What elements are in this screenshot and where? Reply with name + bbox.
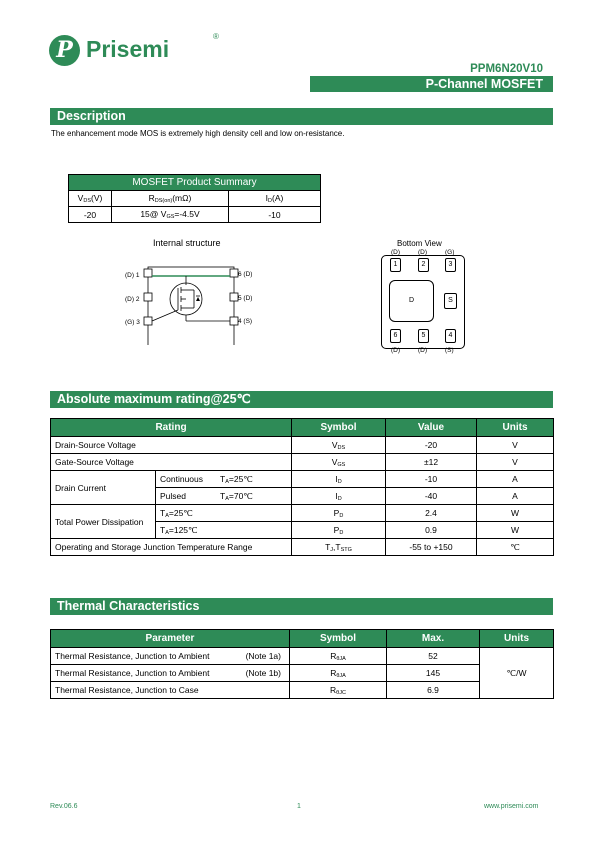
pin-2-label: (D) 2 bbox=[125, 296, 140, 303]
description-text: The enhancement mode MOS is extremely high density cell and low on-resistance. bbox=[51, 129, 345, 138]
summary-col-id: $I_D(A)$ bbox=[229, 191, 321, 207]
abs-max-table bbox=[50, 418, 554, 556]
col-symbol: Symbol bbox=[292, 419, 386, 437]
logo bbox=[49, 32, 249, 72]
col-value: Value bbox=[386, 419, 477, 437]
parameter-cell: Thermal Resistance, Junction to Ambient (Note 1a) bbox=[51, 648, 290, 665]
symbol-cell: $R_{\theta JA}$ bbox=[290, 665, 387, 682]
value-cell: -55 to +150 bbox=[386, 539, 477, 556]
bv-bottom-label-5: (D) bbox=[418, 347, 428, 354]
logo-letter: P bbox=[56, 37, 73, 63]
col-rating: Rating bbox=[51, 419, 292, 437]
thermal-header: Thermal Characteristics bbox=[50, 598, 553, 615]
value-cell: -40 bbox=[386, 488, 477, 505]
bv-pad-1: 1 bbox=[390, 258, 401, 272]
bv-pad-2: 2 bbox=[418, 258, 429, 272]
summary-title: MOSFET Product Summary bbox=[69, 175, 321, 191]
col-max: Max. bbox=[387, 630, 480, 648]
rating-cell: Drain Current bbox=[51, 471, 156, 505]
unit-cell: ℃ bbox=[477, 539, 554, 556]
rating-cell: Total Power Dissipation bbox=[51, 505, 156, 539]
bv-top-label-1: (D) bbox=[391, 249, 401, 256]
logo-text: Prisemi bbox=[86, 36, 170, 62]
bv-drain-pad bbox=[389, 280, 434, 322]
table-row bbox=[51, 454, 554, 471]
header-bar bbox=[310, 76, 553, 92]
summary-value-row bbox=[69, 207, 321, 223]
symbol-cell: $R_{\theta JA}$ bbox=[290, 648, 387, 665]
pin-5-label: 5 (D) bbox=[238, 295, 253, 302]
value-cell: -20 bbox=[386, 437, 477, 454]
table-row bbox=[51, 665, 554, 682]
product-subtitle: P-Channel MOSFET bbox=[425, 77, 543, 91]
bv-source-pad bbox=[444, 293, 457, 309]
bv-bottom-label-6: (D) bbox=[391, 347, 401, 354]
part-number: PPM6N20V10 bbox=[470, 63, 543, 75]
footer-page-number: 1 bbox=[297, 803, 301, 810]
bv-source-label: S bbox=[448, 297, 453, 304]
footer-revision: Rev.06.6 bbox=[50, 803, 78, 810]
bv-pad-6: 6 bbox=[390, 329, 401, 343]
value-cell: 52 bbox=[387, 648, 480, 665]
registered-mark: ® bbox=[213, 32, 219, 41]
table-row bbox=[51, 539, 554, 556]
bv-bottom-label-4: (S) bbox=[445, 347, 454, 354]
thermal-header-row bbox=[51, 630, 554, 648]
description-header: Description bbox=[50, 108, 553, 125]
rating-cell: Operating and Storage Junction Temperature Range bbox=[51, 539, 292, 556]
value-cell: -10 bbox=[386, 471, 477, 488]
symbol-cell: $T_J,T_{STG}$ bbox=[292, 539, 386, 556]
pin-1-label: (D) 1 bbox=[125, 272, 140, 279]
pin-3-label: (G) 3 bbox=[125, 319, 140, 326]
condition-cell: $T_A=25℃$ bbox=[156, 505, 292, 522]
symbol-cell: $P_D$ bbox=[292, 505, 386, 522]
bv-pad-5: 5 bbox=[418, 329, 429, 343]
rating-cell: Drain-Source Voltage bbox=[51, 437, 292, 454]
condition-cell: Pulsed $T_A=70℃$ bbox=[156, 488, 292, 505]
col-symbol: Symbol bbox=[290, 630, 387, 648]
table-row bbox=[51, 648, 554, 665]
internal-structure-title: Internal structure bbox=[153, 238, 221, 248]
table-row bbox=[51, 682, 554, 699]
symbol-cell: $I_D$ bbox=[292, 488, 386, 505]
thermal-table bbox=[50, 629, 554, 699]
unit-cell: V bbox=[477, 454, 554, 471]
bv-top-label-2: (D) bbox=[418, 249, 428, 256]
table-row bbox=[51, 505, 554, 522]
condition-cell: Continuous $T_A=25℃$ bbox=[156, 471, 292, 488]
parameter-cell: Thermal Resistance, Junction to Case bbox=[51, 682, 290, 699]
bottom-view-title: Bottom View bbox=[397, 239, 442, 248]
col-units: Units bbox=[480, 630, 554, 648]
summary-col-rdson: $R_{DS(on)}(m\Omega)$ bbox=[112, 191, 229, 207]
product-summary-table bbox=[68, 174, 321, 223]
table-row bbox=[51, 471, 554, 488]
bv-top-label-3: (G) bbox=[445, 249, 455, 256]
value-cell: 6.9 bbox=[387, 682, 480, 699]
unit-cell: A bbox=[477, 488, 554, 505]
value-cell: 145 bbox=[387, 665, 480, 682]
pin-4-label: 4 (S) bbox=[238, 318, 253, 325]
summary-val-id: -10 bbox=[229, 207, 321, 223]
abs-max-header: Absolute maximum rating@25℃ bbox=[50, 391, 553, 408]
abs-max-header-row bbox=[51, 419, 554, 437]
summary-val-vds: -20 bbox=[69, 207, 112, 223]
unit-cell: ℃/W bbox=[480, 648, 554, 699]
logo-mark bbox=[49, 35, 80, 66]
summary-col-vds: $V_{DS}(V)$ bbox=[69, 191, 112, 207]
condition-cell: $T_A=125℃$ bbox=[156, 522, 292, 539]
bv-drain-label: D bbox=[408, 297, 415, 304]
symbol-cell: $R_{\theta JC}$ bbox=[290, 682, 387, 699]
pin-6-label: 6 (D) bbox=[238, 271, 253, 278]
value-cell: 0.9 bbox=[386, 522, 477, 539]
unit-cell: V bbox=[477, 437, 554, 454]
unit-cell: A bbox=[477, 471, 554, 488]
symbol-cell: $P_D$ bbox=[292, 522, 386, 539]
footer-url[interactable]: www.prisemi.com bbox=[484, 803, 539, 810]
col-parameter: Parameter bbox=[51, 630, 290, 648]
unit-cell: W bbox=[477, 505, 554, 522]
symbol-cell: $V_{GS}$ bbox=[292, 454, 386, 471]
bv-pad-4: 4 bbox=[445, 329, 456, 343]
parameter-cell: Thermal Resistance, Junction to Ambient (Note 1b) bbox=[51, 665, 290, 682]
rating-cell: Gate-Source Voltage bbox=[51, 454, 292, 471]
col-units: Units bbox=[477, 419, 554, 437]
value-cell: 2.4 bbox=[386, 505, 477, 522]
symbol-cell: $V_{DS}$ bbox=[292, 437, 386, 454]
summary-val-rdson: 15@ $V_{GS}=-4.5V$ bbox=[112, 207, 229, 223]
value-cell: ±12 bbox=[386, 454, 477, 471]
symbol-cell: $I_D$ bbox=[292, 471, 386, 488]
unit-cell: W bbox=[477, 522, 554, 539]
bv-pad-3: 3 bbox=[445, 258, 456, 272]
summary-header-row bbox=[69, 191, 321, 207]
table-row bbox=[51, 437, 554, 454]
